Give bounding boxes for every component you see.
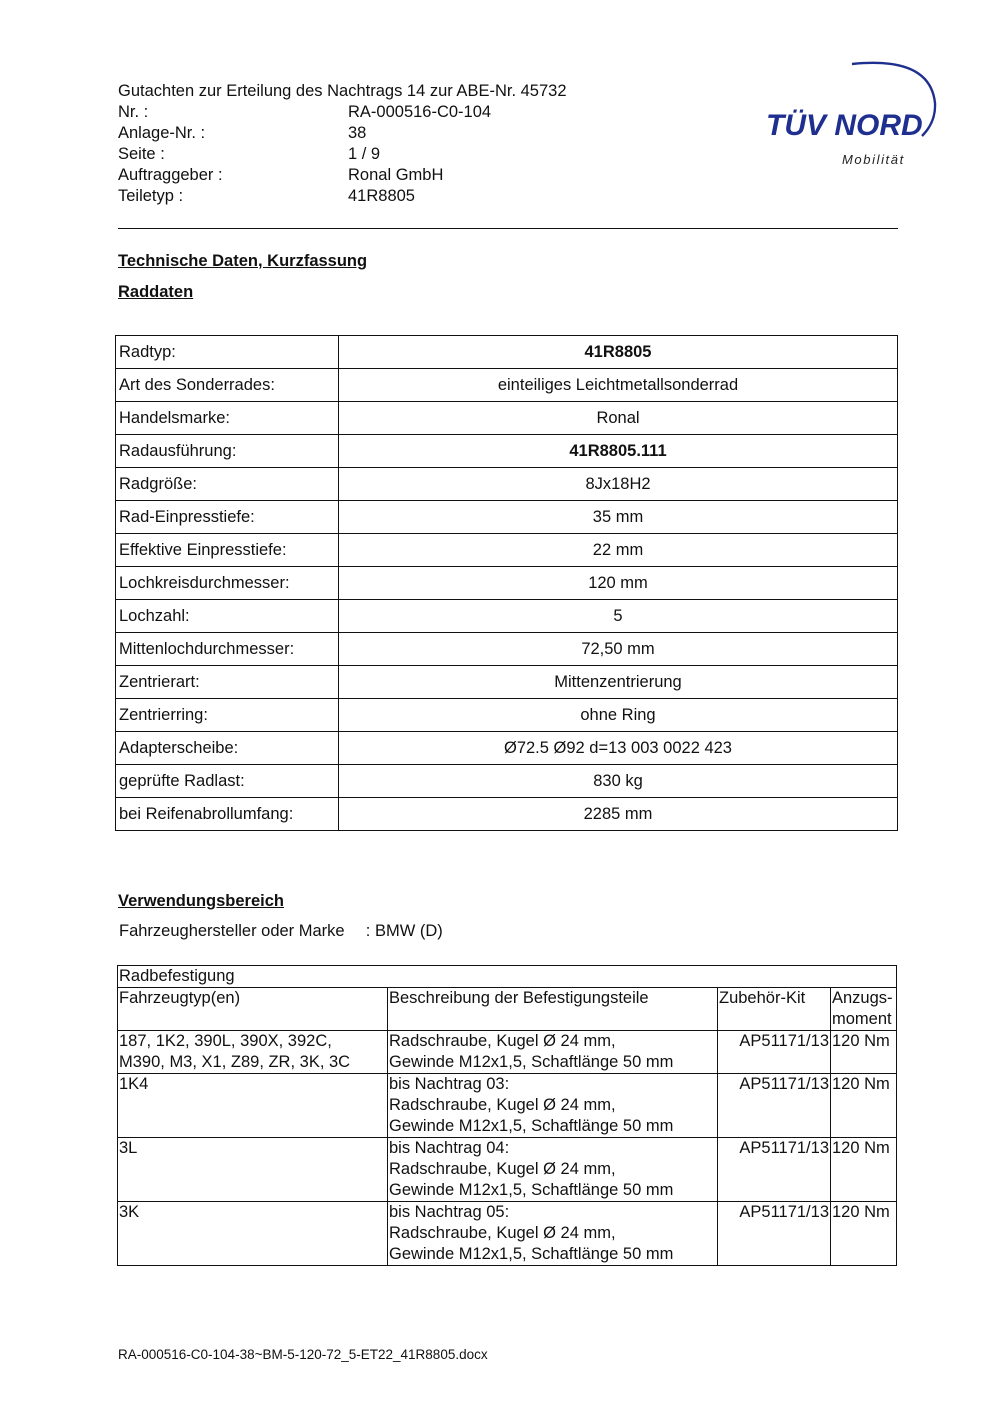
- document-title: Gutachten zur Erteilung des Nachtrags 14 zur ABE-Nr. 45732: [118, 82, 567, 100]
- raddaten-value: 8Jx18H2: [339, 468, 898, 501]
- raddaten-value: Ronal: [339, 402, 898, 435]
- befestigung-beschreibung: bis Nachtrag 03: Radschraube, Kugel Ø 24 mm, Gewinde M12x1,5, Schaftlänge 50 mm: [388, 1074, 718, 1138]
- befestigung-moment: 120 Nm: [831, 1031, 897, 1074]
- raddaten-value: 41R8805.111: [339, 435, 898, 468]
- header-value: RA-000516-C0-104: [348, 103, 492, 121]
- logo-sub-text: Mobilität: [842, 152, 905, 167]
- table-row: [116, 699, 898, 732]
- hersteller-value: BMW (D): [374, 922, 443, 940]
- raddaten-value: 2285 mm: [339, 798, 898, 831]
- table-header-row: [118, 988, 897, 1031]
- raddaten-value: 22 mm: [339, 534, 898, 567]
- raddaten-value: 120 mm: [339, 567, 898, 600]
- hersteller-label: Fahrzeughersteller oder Marke: [119, 922, 345, 940]
- raddaten-value: 830 kg: [339, 765, 898, 798]
- header-divider: [118, 228, 898, 229]
- raddaten-value: 5: [339, 600, 898, 633]
- table-row: [116, 600, 898, 633]
- header-label: Nr. :: [118, 103, 149, 121]
- befestigung-kit: AP51171/13: [718, 1074, 831, 1138]
- befestigung-typ: 3L: [118, 1138, 388, 1202]
- table-row: [118, 1202, 897, 1266]
- table-row: [116, 765, 898, 798]
- heading-raddaten: Raddaten: [118, 283, 194, 301]
- hersteller-separator: :: [365, 922, 371, 940]
- raddaten-label: Zentrierart:: [116, 666, 339, 699]
- column-header: Anzugs- moment: [831, 988, 897, 1031]
- fahrzeughersteller-line: [119, 922, 443, 941]
- table-row: [118, 1074, 897, 1138]
- table-row: [118, 1031, 897, 1074]
- table-row: [116, 666, 898, 699]
- raddaten-table: [115, 335, 898, 831]
- column-header: Beschreibung der Befestigungsteile: [388, 988, 718, 1031]
- header-row: [118, 144, 567, 165]
- radbefestigung-title: Radbefestigung: [118, 966, 897, 988]
- header-value: 1 / 9: [348, 145, 381, 163]
- befestigung-beschreibung: Radschraube, Kugel Ø 24 mm, Gewinde M12x1,5, Schaftlänge 50 mm: [388, 1031, 718, 1074]
- table-row: [118, 1138, 897, 1202]
- befestigung-moment: 120 Nm: [831, 1202, 897, 1266]
- befestigung-beschreibung: bis Nachtrag 05: Radschraube, Kugel Ø 24 mm, Gewinde M12x1,5, Schaftlänge 50 mm: [388, 1202, 718, 1266]
- befestigung-kit: AP51171/13: [718, 1202, 831, 1266]
- raddaten-value: Mittenzentrierung: [339, 666, 898, 699]
- raddaten-label: Art des Sonderrades:: [116, 369, 339, 402]
- table-row: [116, 369, 898, 402]
- header-label: Anlage-Nr. :: [118, 124, 206, 142]
- raddaten-label: Radgröße:: [116, 468, 339, 501]
- raddaten-value: Ø72.5 Ø92 d=13 003 0022 423: [339, 732, 898, 765]
- raddaten-label: Lochzahl:: [116, 600, 339, 633]
- header-row: [118, 186, 567, 207]
- raddaten-label: geprüfte Radlast:: [116, 765, 339, 798]
- document-header: [118, 81, 567, 207]
- raddaten-label: Handelsmarke:: [116, 402, 339, 435]
- header-label: Seite :: [118, 145, 165, 163]
- table-title-row: [118, 966, 897, 988]
- header-value: 38: [348, 124, 367, 142]
- raddaten-label: bei Reifenabrollumfang:: [116, 798, 339, 831]
- table-row: [116, 732, 898, 765]
- table-row: [116, 402, 898, 435]
- befestigung-moment: 120 Nm: [831, 1074, 897, 1138]
- heading-verwendungsbereich: Verwendungsbereich: [118, 892, 284, 910]
- raddaten-label: Zentrierring:: [116, 699, 339, 732]
- header-label: Teiletyp :: [118, 187, 184, 205]
- header-row: [118, 165, 567, 186]
- raddaten-label: Adapterscheibe:: [116, 732, 339, 765]
- table-row: [116, 468, 898, 501]
- raddaten-label: Radausführung:: [116, 435, 339, 468]
- header-value: 41R8805: [348, 187, 415, 205]
- raddaten-label: Lochkreisdurchmesser:: [116, 567, 339, 600]
- raddaten-value: 35 mm: [339, 501, 898, 534]
- raddaten-value: 72,50 mm: [339, 633, 898, 666]
- raddaten-label: Effektive Einpresstiefe:: [116, 534, 339, 567]
- befestigung-typ: 3K: [118, 1202, 388, 1266]
- column-header: Zubehör-Kit: [718, 988, 831, 1031]
- raddaten-label: Rad-Einpresstiefe:: [116, 501, 339, 534]
- table-row: [116, 633, 898, 666]
- befestigung-kit: AP51171/13: [718, 1138, 831, 1202]
- header-row: [118, 123, 567, 144]
- table-row: [116, 798, 898, 831]
- header-value: Ronal GmbH: [348, 166, 444, 184]
- logo-brand-text: TÜV NORD: [766, 109, 923, 142]
- table-row: [116, 435, 898, 468]
- tuev-nord-logo: [760, 58, 950, 173]
- raddaten-label: Mittenlochdurchmesser:: [116, 633, 339, 666]
- header-label: Auftraggeber :: [118, 166, 223, 184]
- footer-filename: RA-000516-C0-104-38~BM-5-120-72_5-ET22_41R8805.docx: [118, 1347, 488, 1362]
- befestigung-typ: 1K4: [118, 1074, 388, 1138]
- column-header: Fahrzeugtyp(en): [118, 988, 388, 1031]
- befestigung-kit: AP51171/13: [718, 1031, 831, 1074]
- table-row: [116, 501, 898, 534]
- befestigung-beschreibung: bis Nachtrag 04: Radschraube, Kugel Ø 24 mm, Gewinde M12x1,5, Schaftlänge 50 mm: [388, 1138, 718, 1202]
- table-row: [116, 336, 898, 369]
- heading-technische-daten: Technische Daten, Kurzfassung: [118, 252, 368, 270]
- befestigung-typ: 187, 1K2, 390L, 390X, 392C, M390, M3, X1, Z89, ZR, 3K, 3C: [118, 1031, 388, 1074]
- table-row: [116, 534, 898, 567]
- raddaten-value: ohne Ring: [339, 699, 898, 732]
- raddaten-label: Radtyp:: [116, 336, 339, 369]
- radbefestigung-table: [117, 965, 897, 1266]
- table-row: [116, 567, 898, 600]
- raddaten-value: einteiliges Leichtmetallsonderrad: [339, 369, 898, 402]
- befestigung-moment: 120 Nm: [831, 1138, 897, 1202]
- header-row: [118, 102, 567, 123]
- raddaten-value: 41R8805: [339, 336, 898, 369]
